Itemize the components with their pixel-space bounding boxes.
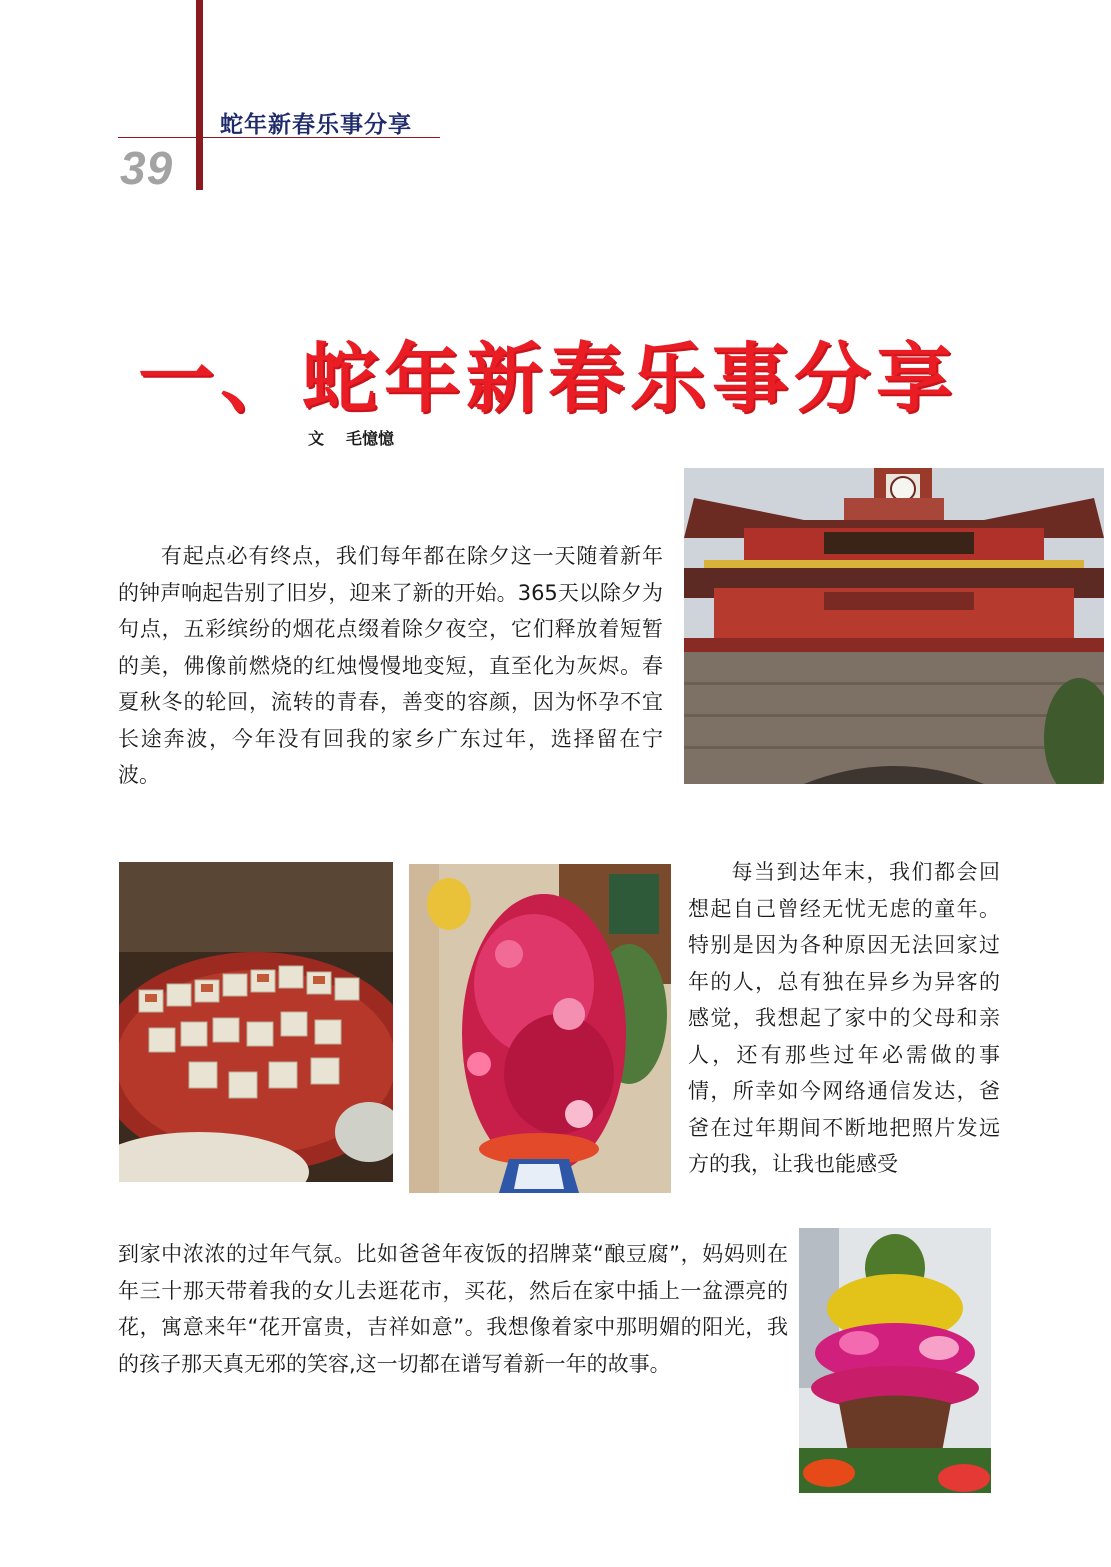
paragraph-1 xyxy=(118,538,663,794)
lily-bouquet-photo xyxy=(409,864,671,1193)
paragraph-3 xyxy=(118,1236,788,1382)
paragraph-1-text: 有起点必有终点，我们每年都在除夕这一天随着新年的钟声响起告别了旧岁，迎来了新的开始。365天以除夕为句点，五彩缤纷的烟花点缀着除夕夜空，它们释放着短暂的美，佛像前燃烧的红烛慢慢地变短，直至化为灰烬。春夏秋冬的轮回，流转的青春，善变的容颜，因为怀孕不宜长途奔波，今年没有回我的家乡广东过年，选择留在宁波。 xyxy=(118,544,663,787)
gate-tower-photo xyxy=(684,468,1104,784)
paragraph-2 xyxy=(688,854,1000,1183)
paragraph-2-text: 每当到达年末，我们都会回想起自己曾经无忧无虑的童年。特别是因为各种原因无法回家过年的人，总有独在异乡为异客的感觉，我想起了家中的父母和亲人，还有那些过年必需做的事情，所幸如今网络通信发达，爸爸在过年期间不断地把照片发远方的我，让我也能感受 xyxy=(688,860,1000,1176)
paragraph-3-text: 到家中浓浓的过年气氛。比如爸爸年夜饭的招牌菜“酿豆腐”，妈妈则在年三十那天带着我的女儿去逛花市，买花，然后在家中插上一盆漂亮的花，寓意来年“花开富贵，吉祥如意”。我想像着家中那明媚的阳光，我的孩子那天真无邪的笑容,这一切都在谱写着新一年的故事。 xyxy=(118,1242,788,1376)
header-accent-bar xyxy=(196,0,203,190)
byline-label: 文 xyxy=(308,429,325,448)
page-number: 39 xyxy=(120,142,174,194)
orchid-arrangement-photo xyxy=(799,1228,991,1493)
tofu-dish-photo xyxy=(119,862,393,1182)
section-title: 蛇年新春乐事分享 xyxy=(220,112,412,138)
author-name: 毛憶憶 xyxy=(346,429,395,448)
byline xyxy=(308,426,416,449)
article-title: 一、蛇年新春乐事分享 xyxy=(138,334,958,423)
